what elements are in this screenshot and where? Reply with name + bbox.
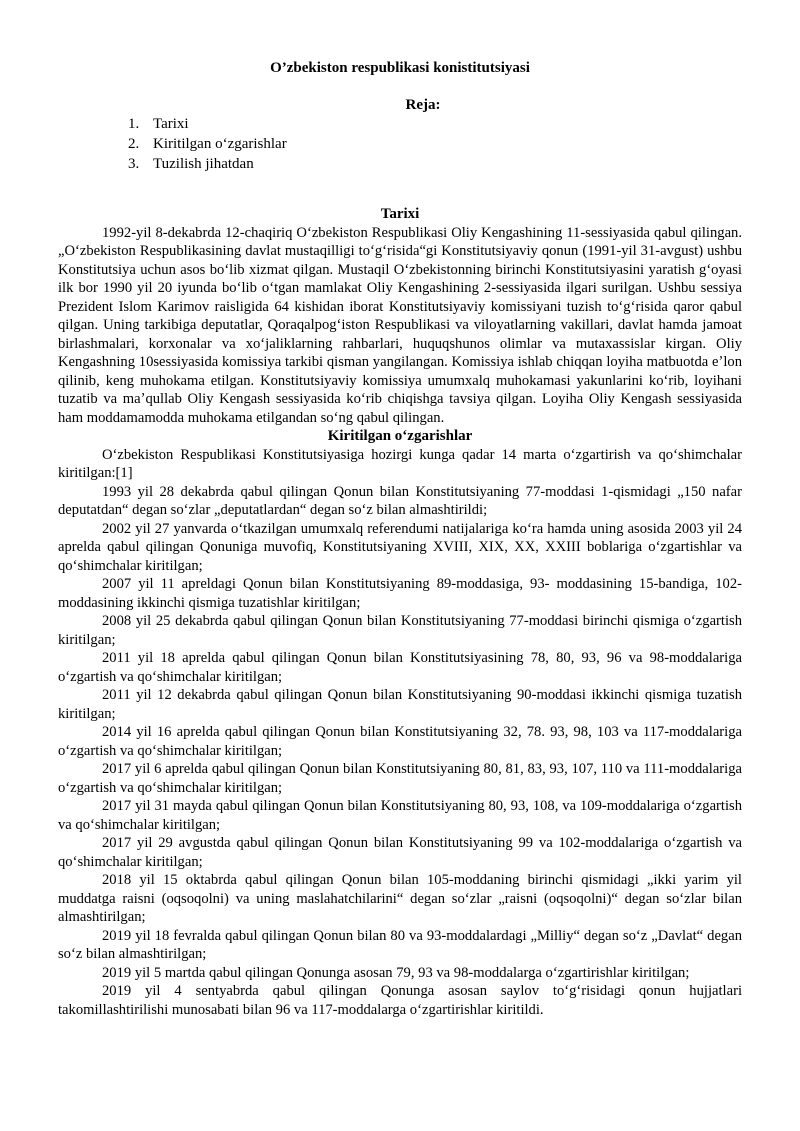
- plan-item: [128, 134, 287, 154]
- plan-item-text: Kiritilgan o‘zgarishlar: [153, 136, 287, 152]
- document-title: O’zbekiston respublikasi konistitutsiyasi: [270, 60, 530, 76]
- section-heading-changes: Kiritilgan oʻzgarishlar: [327, 428, 473, 444]
- document-body: [58, 205, 742, 1019]
- plan-item-number: 3.: [128, 156, 140, 172]
- plan-item-text: Tuzilish jihatdan: [153, 156, 254, 172]
- section-heading-history: Tarixi: [380, 206, 420, 222]
- plan-list: [128, 114, 287, 174]
- changes-paragraph: 2014 yil 16 aprelda qabul qilingan Qonun bilan Konstitutsiyaning 32, 78. 93, 98, 103 va 117-moddalariga oʻzgartish va qoʻshimchalar kiritilgan;: [58, 724, 742, 759]
- history-paragraph: 1992-yil 8-dekabrda 12-chaqiriq Oʻzbekiston Respublikasi Oliy Kengashining 11-sessiyasida qabul qilingan. „Oʻzbekiston Respublikasining davlat mustaqilligi toʻgʻrisida“gi Konstitutsiyaviy qonun (1991-yil 31-avgust) ushbu Konstitutsiya uchun asos boʻlib xizmat qilgan. Mustaqil Oʻzbekistonning birinchi Konstitutsiyasini yaratish gʻoyasi ilk bor 1990 yil 20 iyunda boʻlib oʻtgan mamlakat Oliy Kengashining 2-sessiyasida ilgari surilgan. Ushbu sessiya Prezident Islom Karimov raisligida 64 kishidan iborat Konstitutsiyaviy komissiyani tuzish toʻgʻrisida qaror qabul qilgan. Uning tarkibiga deputatlar, Qoraqalpogʻiston Respublikasi va viloyatlarning vakillari, davlat hamda jamoat birlashmalari, korxonalar va xoʻjaliklarning rahbarlari, huquqshunos olimlar va mutaxassislar kirgan. Oliy Kengashning 10sessiyasida komissiya tarkibi qisman yangilangan. Komissiya ishlab chiqqan loyiha matbuotda eʼlon qilinib, keng muhokama etilgan. Konstitutsiyaviy komissiya umumxalq muhokamasi yakunlarini koʻrib, loyihani tuzatib va maʼqullab Oliy Kengash sessiyasida koʻrib chiqishga tavsiya qilgan. Loyiha Oliy Kengash sessiyasida ham moddamamodda muhokama etilgandan soʻng qabul qilingan.: [58, 224, 742, 426]
- plan-item-text: Tarixi: [153, 116, 189, 132]
- changes-paragraph: 2019 yil 5 martda qabul qilingan Qonunga asosan 79, 93 va 98-moddalarga oʻzgartirishlar kiritilgan;: [102, 964, 690, 981]
- changes-paragraph: 2019 yil 18 fevralda qabul qilingan Qonun bilan 80 va 93-moddalardagi „Milliy“ degan soʻz „Davlat“ degan soʻz bilan almashtirilgan;: [58, 927, 742, 962]
- changes-paragraph: 2008 yil 25 dekabrda qabul qilingan Qonun bilan Konstitutsiyaning 77-moddasi birinchi qismiga oʻzgartish kiritilgan;: [58, 613, 742, 648]
- plan-item: [128, 114, 287, 134]
- plan-title: Reja:: [405, 97, 441, 113]
- changes-paragraph: 2019 yil 4 sentyabrda qabul qilingan Qonunga asosan saylov toʻgʻrisidagi qonun hujjatlari takomillashtirilishi munosabati bilan 96 va 117-moddalarga oʻzgartirishlar kiritildi.: [58, 983, 742, 1018]
- changes-paragraph: 2018 yil 15 oktabrda qabul qilingan Qonun bilan 105-moddaning birinchi qismidagi „ikki yarim yil muddatga raisni (oqsoqolni) va uning maslahatchilarini“ degan soʻzlar „raisni (oqsoqolni)“ degan soʻzlar bilan almashtirilgan;: [58, 872, 742, 925]
- changes-paragraph: 2011 yil 18 aprelda qabul qilingan Qonun bilan Konstitutsiyasining 78, 80, 93, 96 va 98-moddalariga oʻzgartish va qoʻshimchalar kiritilgan;: [58, 650, 742, 685]
- plan-item-number: 2.: [128, 136, 140, 152]
- changes-paragraph: 2011 yil 12 dekabrda qabul qilingan Qonun bilan Konstitutsiyaning 90-moddasi ikkinchi qismiga tuzatish kiritilgan;: [58, 687, 742, 722]
- changes-paragraph: 1993 yil 28 dekabrda qabul qilingan Qonun bilan Konstitutsiyaning 77-moddasi 1-qismidagi „150 nafar deputatdan“ degan soʻzlar „deputatlardan“ degan soʻz bilan almashtirildi;: [58, 483, 742, 518]
- changes-paragraph: 2007 yil 11 apreldagi Qonun bilan Konstitutsiyaning 89-moddasiga, 93- moddasining 15-bandiga, 102-moddasining ikkinchi qismiga tuzatishlar kiritilgan;: [58, 576, 742, 611]
- changes-paragraph: 2017 yil 31 mayda qabul qilingan Qonun bilan Konstitutsiyaning 80, 93, 108, va 109-moddalariga oʻzgartish va qoʻshimchalar kiritilgan;: [58, 798, 742, 833]
- changes-paragraph: 2002 yil 27 yanvarda oʻtkazilgan umumxalq referendumi natijalariga koʻra hamda uning asosida 2003 yil 24 aprelda qabul qilingan Qonuniga muvofiq, Konstitutsiyaning XVIII, XIX, XX, XXIII boblariga oʻzgartishlar va qoʻshimchalar kiritilgan;: [58, 520, 742, 574]
- plan-item: [128, 154, 287, 174]
- plan-item-number: 1.: [128, 116, 140, 132]
- changes-paragraph: 2017 yil 29 avgustda qabul qilingan Qonun bilan Konstitutsiyaning 99 va 102-moddalariga oʻzgartish va qoʻshimchalar kiritilgan;: [58, 835, 742, 870]
- changes-paragraph: Oʻzbekiston Respublikasi Konstitutsiyasiga hozirgi kunga qadar 14 marta oʻzgartirish va qoʻshimchalar kiritilgan:[1]: [58, 446, 742, 481]
- changes-paragraph: 2017 yil 6 aprelda qabul qilingan Qonun bilan Konstitutsiyaning 80, 81, 83, 93, 107, 110 va 111-moddalariga oʻzgartish va qoʻshimchalar kiritilgan;: [58, 761, 742, 796]
